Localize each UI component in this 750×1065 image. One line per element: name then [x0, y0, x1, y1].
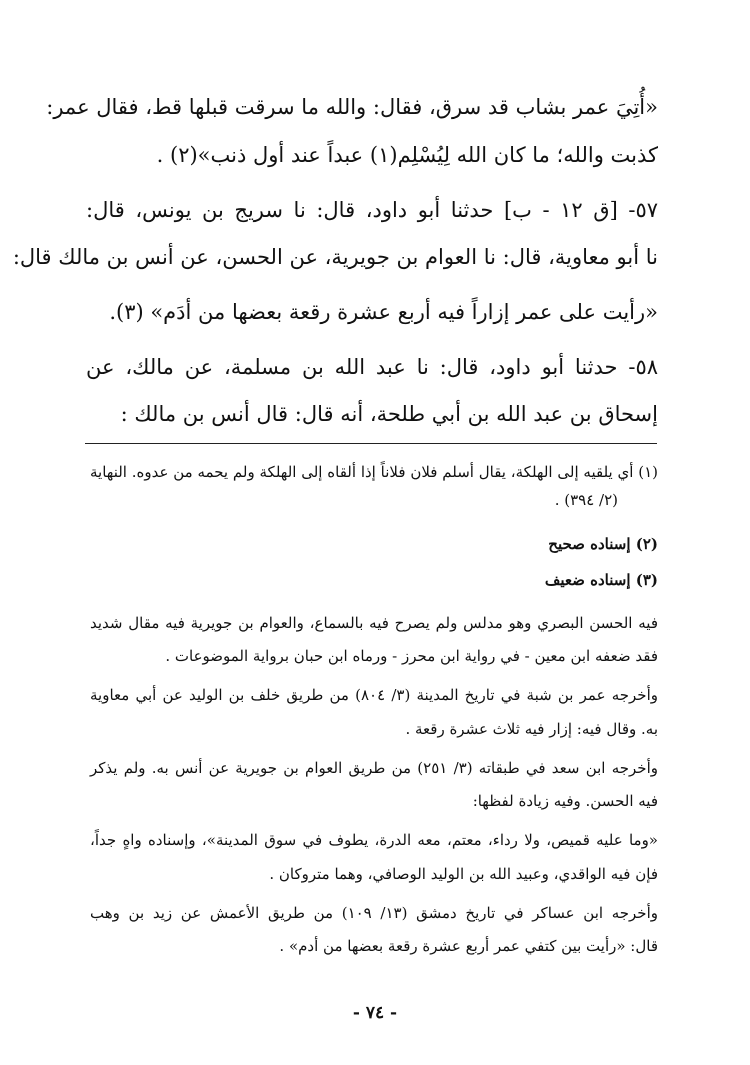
footnote-3-line: فيه الحسن. وفيه زيادة لفظها: [472, 792, 658, 810]
footnote-separator [85, 443, 657, 444]
footnote-3: (٣) إسناده ضعيف [544, 571, 658, 589]
main-text-line: نا أبو معاوية، قال: نا العوام بن جويرية، عن الحسن، عن أنس بن مالك قال: [12, 245, 658, 269]
main-text-line: كذبت والله؛ ما كان الله لِيُسْلِم(١) عبداً عند أول ذنب»(٢) . [156, 143, 658, 167]
footnote-3-line: وأخرجه ابن سعد في طبقاته (٣/ ٢٥١) من طريق العوام بن جويرية عن أنس به. ولم يذكر [90, 759, 658, 777]
footnote-3-line: وأخرجه عمر بن شبة في تاريخ المدينة (٣/ ٨٠٤) من طريق خلف بن الوليد عن أبي معاوية [90, 686, 658, 704]
footnote-3-line: فيه الحسن البصري وهو مدلس ولم يصرح فيه بالسماع، والعوام بن جويرية فيه مقال شديد [90, 614, 658, 632]
main-text-quote: «رأيت على عمر إزاراً فيه أربع عشرة رقعة بعضها من أدَم» (٣). [109, 300, 658, 324]
main-text-line: «أُتِيَ عمر بشاب قد سرق، فقال: والله ما سرقت قبلها قط، فقال عمر: [46, 95, 658, 119]
hadith-57-line: ٥٧- [ق ١٢ - ب] حدثنا أبو داود، قال: نا سريج بن يونس، قال: [86, 198, 658, 222]
footnote-2: (٢) إسناده صحيح [548, 535, 658, 553]
main-text-line: إسحاق بن عبد الله بن أبي طلحة، أنه قال: قال أنس بن مالك : [120, 402, 658, 426]
hadith-58-line: ٥٨- حدثنا أبو داود، قال: نا عبد الله بن مسلمة، عن مالك، عن [86, 355, 658, 379]
footnote-3-line: به. وقال فيه: إزار فيه ثلاث عشرة رقعة . [405, 720, 658, 738]
footnote-1-line: (٢/ ٣٩٤) . [554, 491, 618, 509]
page-number: - ٧٤ - [352, 1003, 398, 1023]
footnote-3-line: «وما عليه قميص، ولا رداء، معتم، معه الدرة، يطوف في سوق المدينة»، وإسناده واهٍ جداً، [90, 831, 658, 849]
footnote-3-line: وأخرجه ابن عساكر في تاريخ دمشق (١٣/ ١٠٩) من طريق الأعمش عن زيد بن وهب [90, 904, 658, 922]
footnote-1-line: (١) أي يلقيه إلى الهلكة، يقال أسلم فلان فلاناً إذا ألقاه إلى الهلكة ولم يحمه من عدوه. النهاية [90, 463, 658, 481]
footnote-3-line: قال: «رأيت بين كتفي عمر أربع عشرة رقعة بعضها من أدم» . [279, 937, 658, 955]
footnote-3-line: فإن فيه الواقدي، وعبيد الله بن الوليد الوصافي، وهما متروكان . [269, 865, 658, 883]
footnote-3-line: فقد ضعفه ابن معين - في رواية ابن محرز - ورماه ابن حبان برواية الموضوعات . [165, 647, 658, 665]
